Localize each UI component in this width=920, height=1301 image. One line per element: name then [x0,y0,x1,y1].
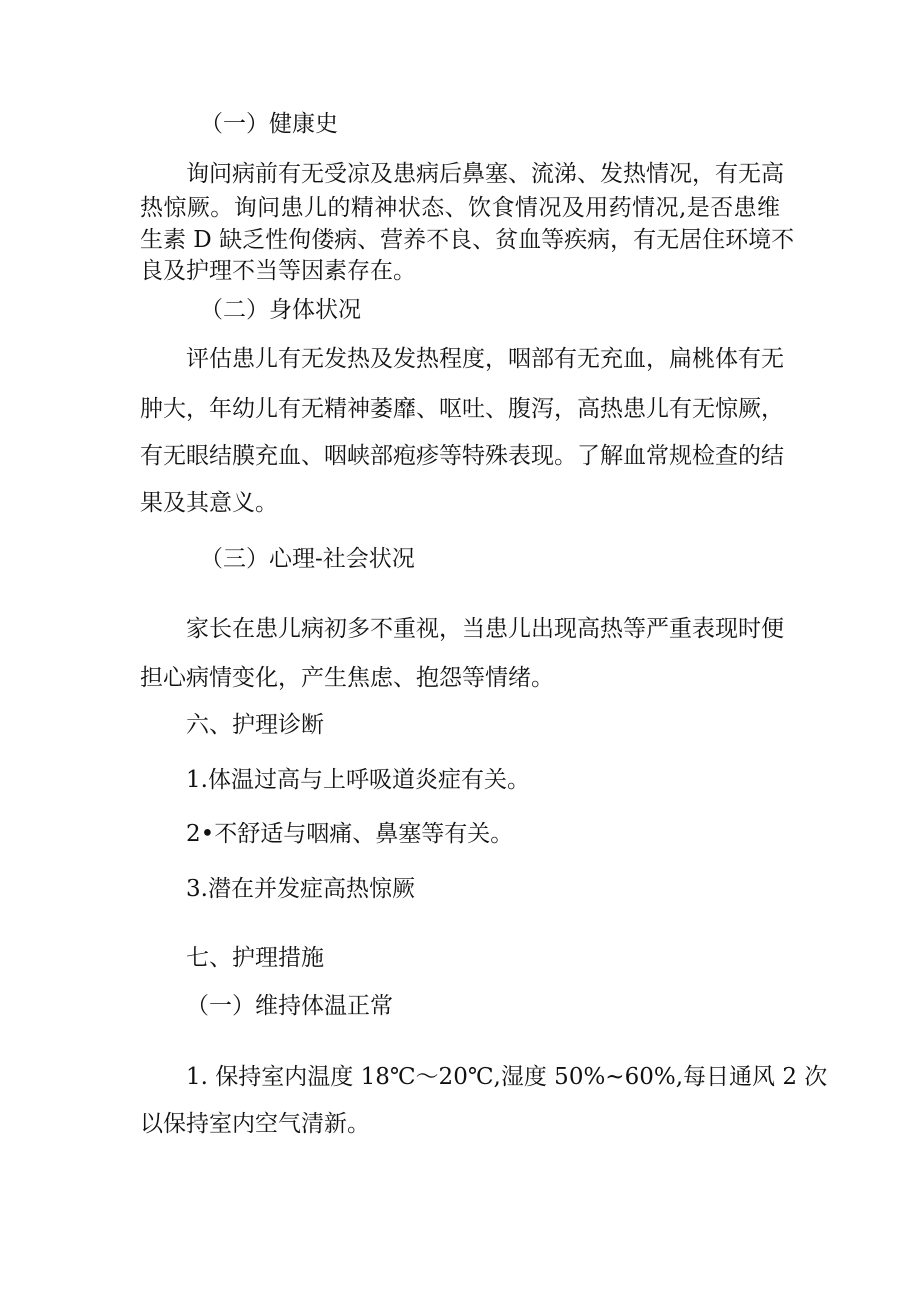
paragraph-line: 担心病情变化，产生焦虑、抱怨等情绪。 [140,665,554,691]
section-heading-psychosocial-status: （三）心理-社会状况 [200,546,415,572]
section-heading-health-history: （一）健康史 [200,111,338,137]
subsection-heading-maintain-temperature: （一）维持体温正常 [186,993,393,1019]
section-heading-nursing-measures: 七、护理措施 [186,945,324,971]
diagnosis-item: 3.潜在并发症高热惊厥 [186,876,415,902]
paragraph-line: 询问病前有无受凉及患病后鼻塞、流涕、发热情况，有无高 [186,161,784,187]
diagnosis-item: 2•不舒适与咽痛、鼻塞等有关。 [186,821,514,847]
section-heading-physical-status: （二）身体状况 [200,297,361,323]
paragraph-line: 热惊厥。询问患儿的精神状态、饮食情况及用药情况,是否患维 [140,195,780,221]
paragraph-line: 果及其意义。 [140,490,278,516]
paragraph-line: 家长在患儿病初多不重视，当患儿出现高热等严重表现时便 [186,616,784,642]
paragraph-line: 良及护理不当等因素存在。 [140,258,416,284]
diagnosis-item: 1.体温过高与上呼吸道炎症有关。 [186,767,530,793]
paragraph-line: 肿大，年幼儿有无精神萎靡、呕吐、腹泻，高热患儿有无惊厥， [140,396,784,422]
paragraph-line: 有无眼结膜充血、咽峡部疱疹等特殊表现。了解血常规检查的结 [140,443,784,469]
paragraph-line: 以保持室内空气清新。 [140,1111,370,1137]
section-heading-nursing-diagnosis: 六、护理诊断 [186,712,324,738]
paragraph-line: 评估患儿有无发热及发热程度，咽部有无充血，扁桃体有无 [186,346,784,372]
paragraph-line: 生素 D 缺乏性佝偻病、营养不良、贫血等疾病，有无居住环境不 [140,227,795,253]
paragraph-line: 1. 保持室内温度 18℃～20℃,湿度 50%~60%,每日通风 2 次 [186,1064,828,1090]
